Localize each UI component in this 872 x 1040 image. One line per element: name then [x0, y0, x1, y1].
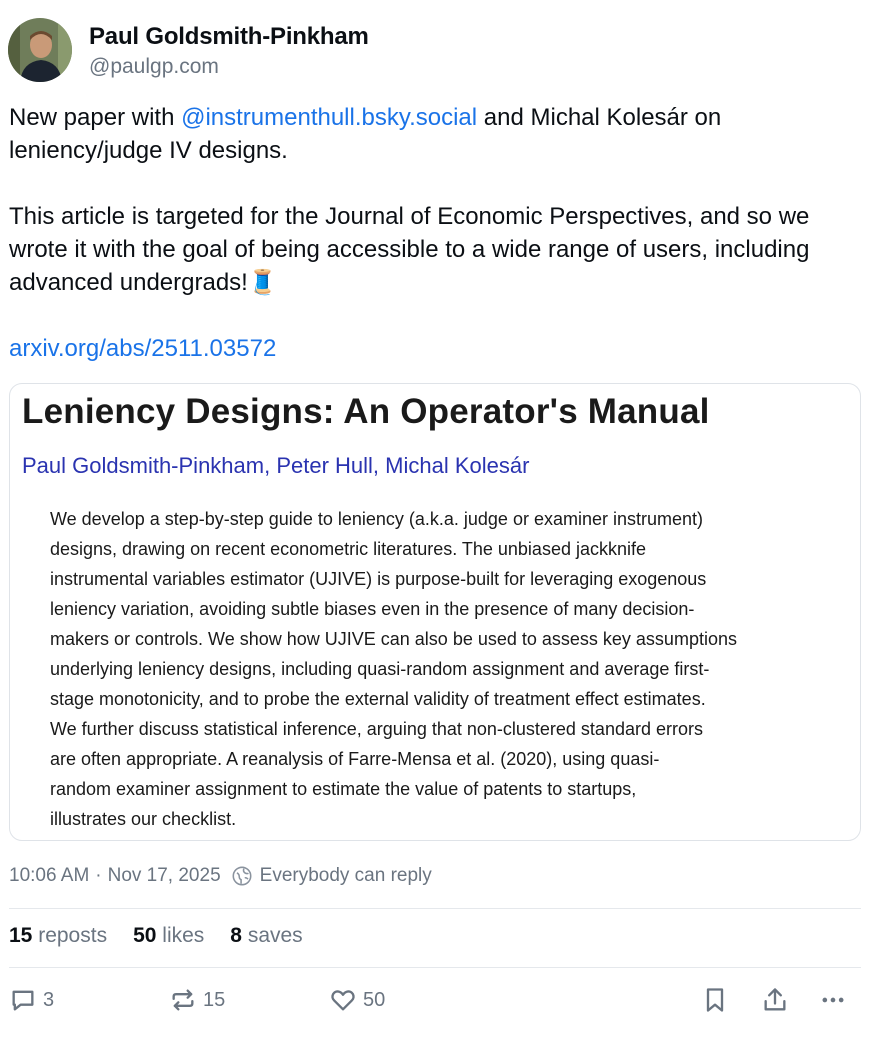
abstract-line: illustrates our checklist. — [50, 809, 237, 829]
post-meta — [9, 865, 432, 887]
post-text-intro-end: and Michal Kolesár on leniency/judge IV designs. — [9, 104, 722, 164]
divider — [9, 967, 861, 968]
more-icon — [819, 986, 847, 1014]
abstract-line: makers or controls. We show how UJIVE can also be used to assess key assumptions — [50, 629, 737, 649]
abstract-line: instrumental variables estimator (UJIVE) is purpose-built for leveraging exogenous — [50, 569, 707, 589]
post-text-intro: New paper with — [9, 104, 182, 131]
mention-link[interactable]: @instrumenthull.bsky.social — [181, 104, 478, 131]
abstract-line: stage monotonicity, and to probe the external validity of treatment effect estimates. — [50, 689, 706, 709]
repost-button[interactable] — [169, 986, 225, 1014]
repost-count: 15 — [203, 988, 226, 1011]
heart-icon — [329, 986, 357, 1014]
like-button[interactable] — [329, 986, 385, 1014]
share-icon — [761, 986, 789, 1014]
saves-count: 8 — [230, 924, 242, 947]
saves-label: saves — [247, 924, 303, 947]
avatar[interactable] — [8, 18, 72, 82]
like-count: 50 — [363, 988, 386, 1011]
saves-stat[interactable] — [230, 924, 302, 948]
abstract-line: designs, drawing on recent econometric literatures. The unbiased jackknife — [50, 539, 646, 559]
reposts-label: reposts — [38, 924, 108, 947]
abstract-line: random examiner assignment to estimate the value of patents to startups, — [50, 779, 637, 799]
post-header — [8, 18, 369, 82]
share-button[interactable] — [761, 986, 789, 1014]
paper-abstract — [50, 504, 850, 834]
reply-count: 3 — [43, 988, 55, 1011]
thread-emoji-icon: 🧵 — [247, 269, 278, 296]
abstract-line: are often appropriate. A reanalysis of Farre-Mensa et al. (2020), using quasi- — [50, 749, 660, 769]
post-text-paragraph: This article is targeted for the Journal of Economic Perspectives, and so we wrote it with the goal of being accessible to a wide range of users, including advanced undergrads! — [9, 203, 810, 296]
reply-icon — [9, 986, 37, 1014]
post-time: 10:06 AM — [9, 865, 90, 886]
arxiv-link[interactable]: arxiv.org/abs/2511.03572 — [9, 335, 277, 362]
abstract-line: We develop a step-by-step guide to leniency (a.k.a. judge or examiner instrument) — [50, 509, 704, 529]
likes-count: 50 — [133, 924, 157, 947]
bookmark-icon — [701, 986, 729, 1014]
reply-button[interactable] — [9, 986, 54, 1014]
author-handle[interactable]: @paulgp.com — [89, 54, 219, 78]
reply-setting[interactable]: Everybody can reply — [259, 865, 432, 886]
abstract-line: underlying leniency designs, including quasi-random assignment and average first- — [50, 659, 710, 679]
more-options-button[interactable] — [819, 986, 847, 1014]
divider — [9, 908, 861, 909]
likes-stat[interactable] — [133, 924, 204, 948]
abstract-line: We further discuss statistical inference, arguing that non-clustered standard errors — [50, 719, 703, 739]
action-bar — [9, 986, 861, 1022]
post-date: Nov 17, 2025 — [107, 865, 221, 886]
reply-setting-icon — [231, 865, 253, 887]
paper-title: Leniency Designs: An Operator's Manual — [22, 392, 710, 431]
paper-authors: Paul Goldsmith-Pinkham, Peter Hull, Michal Kolesár — [22, 453, 530, 478]
repost-icon — [169, 986, 197, 1014]
abstract-line: leniency variation, avoiding subtle biases even in the presence of many decision- — [50, 599, 695, 619]
post-text — [9, 101, 869, 365]
bookmark-button[interactable] — [701, 986, 729, 1014]
author-display-name[interactable]: Paul Goldsmith-Pinkham — [89, 22, 369, 50]
reposts-stat[interactable] — [9, 924, 107, 948]
meta-separator: · — [95, 865, 102, 886]
reposts-count: 15 — [9, 924, 33, 947]
likes-label: likes — [162, 924, 205, 947]
embedded-image[interactable] — [9, 383, 861, 841]
post-stats — [9, 924, 329, 948]
